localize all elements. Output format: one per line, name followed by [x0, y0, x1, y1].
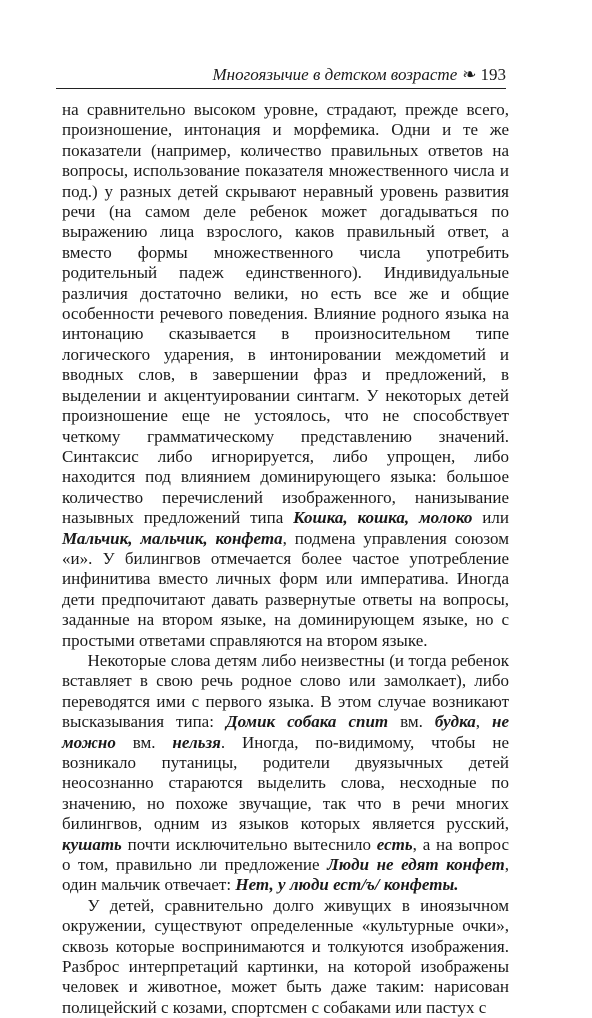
text-run: вм.: [388, 712, 435, 732]
italic-example: Мальчик, мальчик, конфета: [62, 528, 283, 548]
running-head: [56, 64, 506, 89]
text-run: на сравнительно высоком уровне, страдают, прежде всего, произношение, интонация и морфемика. Одни и те же показатели (например, количество правильных ответов на вопросы, использование показателя множественного числа и под.) у разных детей скрывают неравный уровень развития речи (на самом деле ребенок может догадываться по выражению лица взрослого, каков правильный ответ, а вместо формы множественного числа употребить родительный падеж единственного). Индивидуальные различия достаточно велики, но есть все же и общие особенности речевого поведения. Влияние родного языка на интонацию сказывается в произносительном типе логического ударения, в интонировании междометий и вводных слов, в завершении фраз и предложений, в выделении и акцентуировании синтагм. У некоторых детей произношение еще не устоялось, что не способствует четкому грамматическому представлению значений. Синтаксис либо игнорируется, либо упрощен, либо находится под влиянием доминирующего языка: большое количество перечислений изображенного, нанизывание назывных предложений типа: [62, 100, 509, 528]
text-run: Некоторые слова детям либо неизвестны (и тогда ребенок вставляет в свою речь родное слово или замолкает), либо переводятся ими с первого языка. В этом случае возникают высказывания типа:: [62, 650, 509, 732]
body-text: [62, 100, 509, 1018]
italic-example: Кошка, кошка, молоко: [293, 508, 473, 528]
text-run: . Иногда, по-видимому, чтобы не возникало путаницы, родители двуязычных детей неосознанно стараются выделить слова, несходные по значению, но похоже звучащие, так что в речи многих билингвов, одним из языков которых является русский,: [62, 732, 509, 834]
italic-example: Домик собака спит: [225, 712, 389, 732]
italic-example: кушать: [62, 834, 122, 854]
text-run: или: [472, 508, 509, 528]
paragraph-1: [62, 100, 509, 651]
italic-example: Люди не едят конфет: [327, 855, 505, 875]
running-title: Многоязычие в детском возрасте: [212, 65, 458, 84]
italic-example: Нет, у люди ест/ъ/ конфеты.: [235, 875, 459, 895]
italic-example: не можно: [62, 712, 510, 752]
page-number: 193: [480, 65, 506, 84]
text-run: почти исключительно вытеснило: [121, 834, 377, 854]
italic-example: будка: [434, 712, 476, 732]
text-run: У детей, сравнительно долго живущих в иноязычном окружении, существуют определенные «культурные очки», сквозь которые воспринимаются и толкуются изображения. Разброс интерпретаций картинки, на которой изображены человек и животное, может быть даже таким: нарисован полицейский с козами, спортсмен с собаками или пастух с: [62, 895, 509, 1017]
paragraph-3: [62, 896, 509, 1018]
italic-example: есть: [376, 834, 413, 854]
italic-example: нельзя: [172, 732, 221, 752]
text-run: , подмена управления союзом «и». У билингвов отмечается более частое употребление инфинитива вместо личных форм или императива. Иногда дети предпочитают давать развернутые ответы на вопросы, заданные на втором языке, на доминирующем языке, но с простыми ответами справляются на втором языке.: [62, 528, 509, 650]
text-run: , один мальчик отвечает:: [62, 855, 509, 895]
fleuron-icon: ❧: [462, 65, 477, 84]
text-run: , а на вопрос о том, правильно ли предложение: [62, 834, 509, 875]
text-run: вм.: [115, 732, 173, 752]
text-run: ,: [475, 712, 493, 732]
paragraph-2: [62, 651, 509, 896]
